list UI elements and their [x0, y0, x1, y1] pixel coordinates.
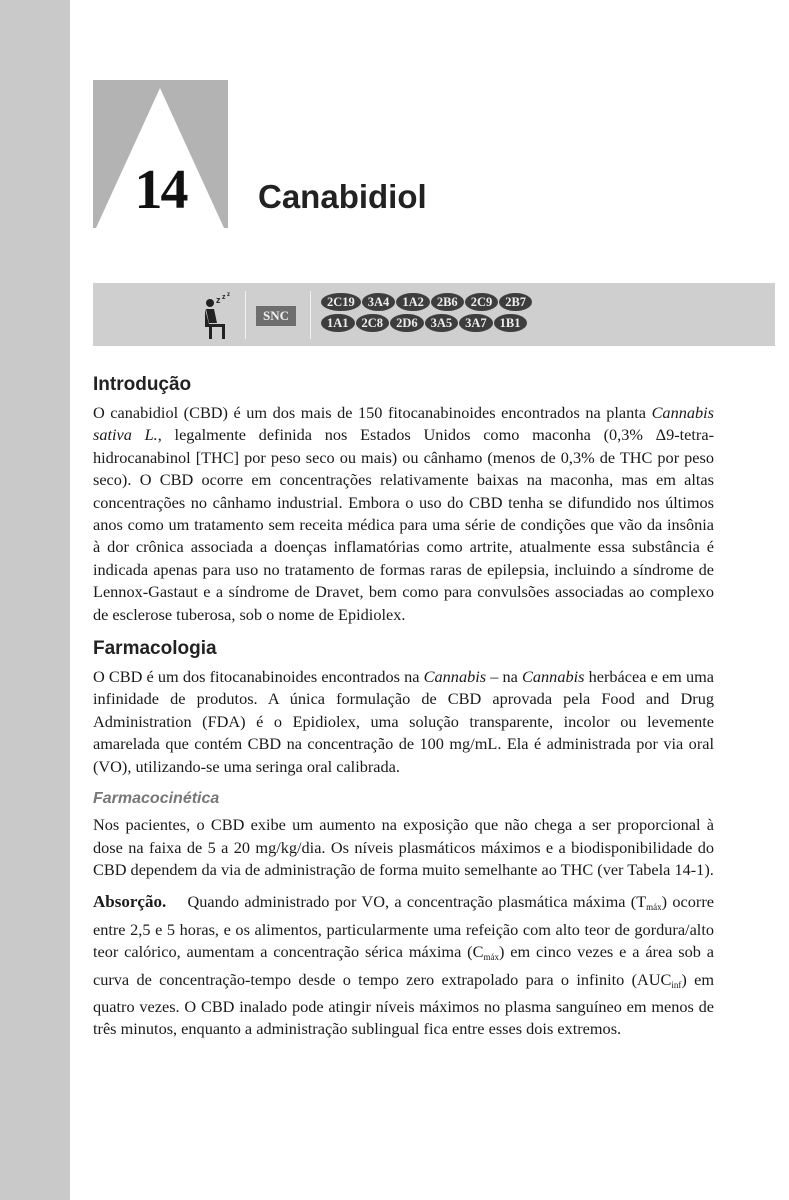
- run-in-heading: Absorção.: [93, 892, 167, 912]
- enzyme-badge: 3A7: [459, 314, 493, 332]
- subscript: inf: [671, 979, 682, 990]
- enzyme-badge: 1B1: [494, 314, 527, 332]
- farmacologia-paragraph: [93, 666, 714, 778]
- enzyme-badge: 1A2: [396, 293, 430, 311]
- sleeping-person-icon: [201, 291, 241, 341]
- text: , legalmente definida nos Estados Unidos como maconha (0,3% Δ9-tetra-hidrocanabinol [THC] por peso seco ou mais) ou cânhamo (menos de 0,3% de THC por peso seco). O CBD ocorre em concentrações relativamente baixas na maconha, mas em altas concentrações no cânhamo industrial. Embora o uso do CBD tenha se difundido nos últimos anos como um tratamento sem receita médica para uma série de condições que vão da insônia à dor crônica associada a doenças inflamatórias como artrite, atualmente essa substância é indicada apenas para uso no tratamento de formas raras de epilepsia, incluindo a síndrome de Lennox-Gastaut e a síndrome de Dravet, bem como para convulsões associadas ao complexo de esclerose tuberosa, sob o nome de Epidiolex.: [93, 425, 715, 624]
- divider: [245, 291, 246, 339]
- text: O canabidiol (CBD) é um dos mais de 150 fitocanabinoides encontrados na planta: [93, 403, 652, 422]
- page-margin-strip: [0, 0, 70, 1200]
- enzyme-badge: 3A4: [362, 293, 396, 311]
- enzyme-badge: 2D6: [390, 314, 424, 332]
- divider: [310, 291, 311, 339]
- enzyme-badge: 2C19: [321, 293, 361, 311]
- subscript: máx: [646, 902, 662, 913]
- text: Quando administrado por VO, a concentração plasmática máxima (T: [187, 892, 647, 912]
- section-heading-introducao: Introdução: [93, 374, 192, 395]
- chapter-title: Canabidiol: [258, 178, 427, 215]
- svg-text:z: z: [222, 294, 226, 301]
- intro-paragraph: [93, 402, 714, 626]
- enzyme-badge: 1A1: [321, 314, 355, 332]
- chapter-number: 14: [134, 159, 187, 221]
- chapter-number-box: [93, 80, 228, 228]
- text: herbácea e em uma infinidade de produtos. A única formulação de CBD aprovada pela Food and Drug Administration (FDA) é o Epidiolex, uma solução transparente, incolor ou levemente amarelada que contém CBD na concentração de 100 mg/mL. Ela é administrada por via oral (VO), utilizando-se uma seringa oral calibrada.: [93, 667, 715, 776]
- enzyme-badge: 3A5: [425, 314, 459, 332]
- italic-text: Cannabis sativa L.: [93, 403, 714, 445]
- text: ) em quatro vezes. O CBD inalado pode atingir níveis máximos no plasma sanguíneo em menos de três minutos, enquanto a administração sublingual fica entre esses dois extremos.: [93, 969, 714, 1039]
- enzyme-badge: 2B7: [499, 293, 532, 311]
- section-heading-farmacologia: Farmacologia: [93, 638, 217, 660]
- subsection-heading-farmacocinetica: Farmacocinética: [93, 790, 220, 808]
- absorcao-paragraph: [93, 891, 714, 1040]
- text: – na: [486, 667, 523, 687]
- drug-info-bar: [93, 283, 775, 346]
- text: ) ocorre entre 2,5 e 5 horas, e os alimentos, particularmente uma refeição com alto teor de gordura/alto teor calórico, aumentam a concentração sérica máxima (C: [93, 892, 714, 962]
- enzyme-badge: 2B6: [431, 293, 464, 311]
- enzyme-badge: 2C8: [356, 314, 390, 332]
- italic-text: Cannabis: [522, 667, 585, 687]
- category-badge: SNC: [256, 306, 296, 326]
- subscript: máx: [483, 952, 499, 963]
- svg-text:z: z: [216, 295, 221, 305]
- farmacocinetica-paragraph: Nos pacientes, o CBD exibe um aumento na exposição que não chega a ser proporcional à dose na faixa de 5 a 20 mg/kg/dia. Os níveis plasmáticos máximos e a biodisponibilidade do CBD dependem da via de administração de forma muito semelhante ao THC (ver Tabela 14-1).: [93, 815, 714, 879]
- svg-text:z: z: [227, 292, 230, 298]
- text: O CBD é um dos fitocanabinoides encontrados na: [93, 667, 424, 687]
- body-text: [93, 372, 714, 1051]
- italic-text: Cannabis: [423, 667, 487, 687]
- enzyme-list: [321, 293, 621, 335]
- text: ) em cinco vezes e a área sob a curva de concentração-tempo desde o tempo zero extrapolado para o infinito (AUC: [93, 942, 714, 989]
- enzyme-badge: 2C9: [465, 293, 499, 311]
